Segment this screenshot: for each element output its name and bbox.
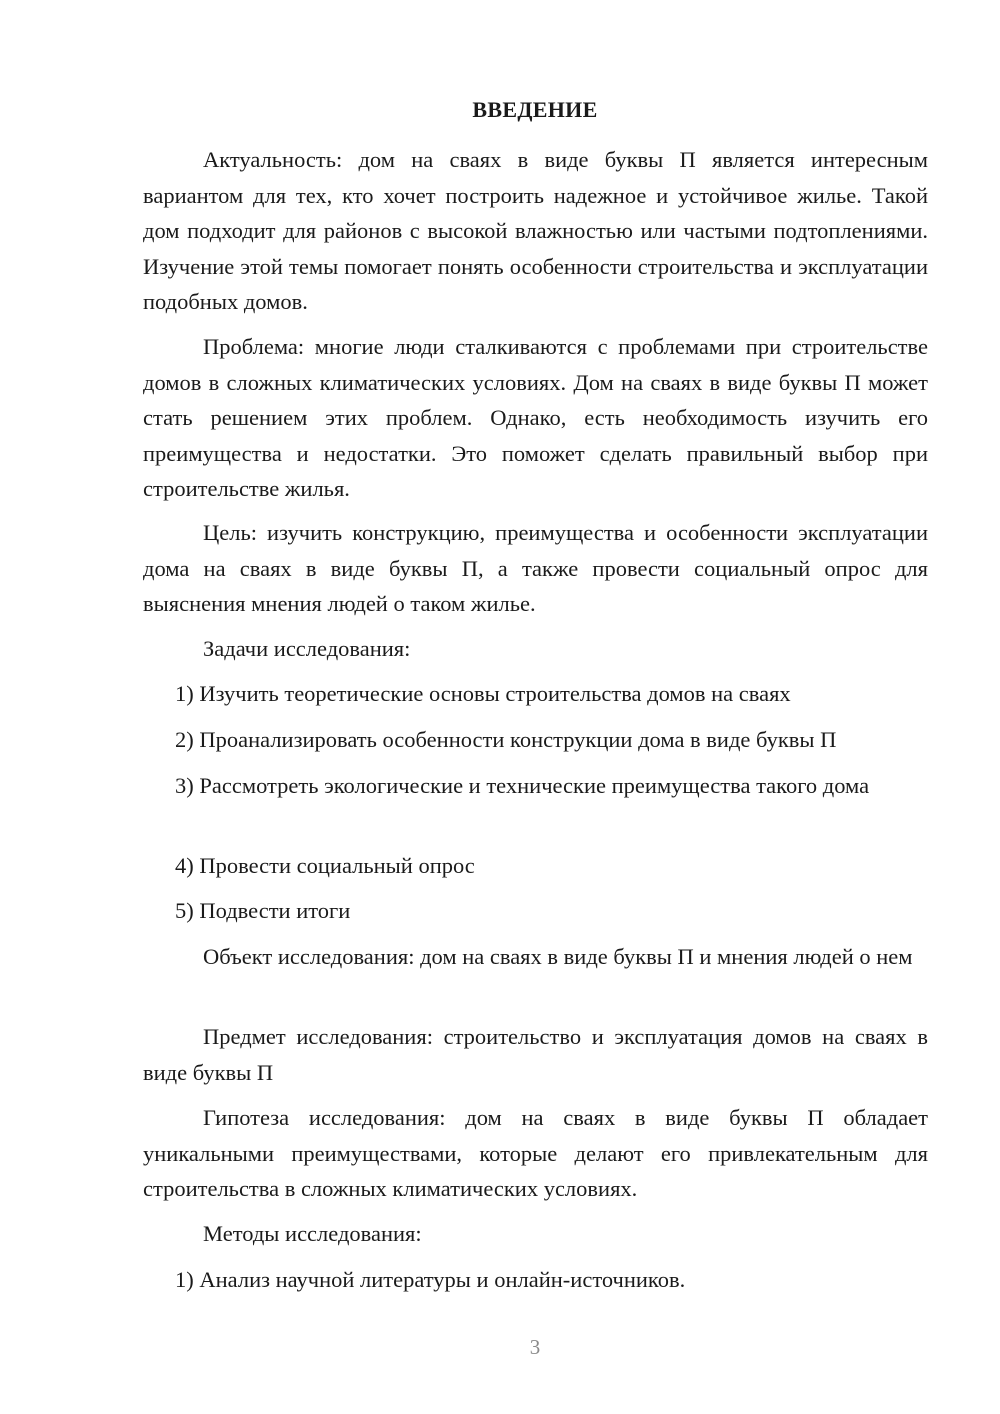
- task-item-2: 2) Проанализировать особенности конструкции дома в виде буквы П: [175, 727, 837, 752]
- page-number: 3: [529, 1335, 541, 1359]
- paragraph-relevance: Актуальность: дом на сваях в виде буквы П является интересным вариантом для тех, кто хочет построить надежное и устойчивое жилье. Такой дом подходит для районов с высокой влажностью или частыми подтоплениями. Изучение этой темы помогает понять особенности строительства и эксплуатации подобных домов.: [143, 147, 928, 314]
- paragraph-subject: Предмет исследования: строительство и эксплуатация домов на сваях в виде буквы П: [143, 1024, 928, 1085]
- task-item-1: 1) Изучить теоретические основы строительства домов на сваях: [175, 681, 791, 706]
- paragraph-problem: Проблема: многие люди сталкиваются с проблемами при строительстве домов в сложных климатических условиях. Дом на сваях в виде буквы П может стать решением этих проблем. Однако, есть необходимость изучить его преимущества и недостатки. Это поможет сделать правильный выбор при строительстве жилья.: [143, 334, 928, 501]
- method-item-1: 1) Анализ научной литературы и онлайн-источников.: [175, 1267, 686, 1292]
- task-item-5: 5) Подвести итоги: [175, 898, 351, 923]
- paragraph-object: Объект исследования: дом на сваях в виде буквы П и мнения людей о нем: [203, 944, 913, 969]
- paragraph-hypothesis: Гипотеза исследования: дом на сваях в виде буквы П обладает уникальными преимуществами, которые делают его привлекательным для строительства в сложных климатических условиях.: [143, 1105, 928, 1201]
- page-title: ВВЕДЕНИЕ: [472, 97, 598, 122]
- task-item-4: 4) Провести социальный опрос: [175, 853, 475, 878]
- task-item-3: 3) Рассмотреть экологические и технические преимущества такого дома: [175, 773, 870, 798]
- tasks-heading: Задачи исследования:: [203, 636, 411, 661]
- methods-heading: Методы исследования:: [203, 1221, 422, 1246]
- paragraph-goal: Цель: изучить конструкцию, преимущества и особенности эксплуатации дома на сваях в виде буквы П, а также провести социальный опрос для выяснения мнения людей о таком жилье.: [143, 520, 928, 616]
